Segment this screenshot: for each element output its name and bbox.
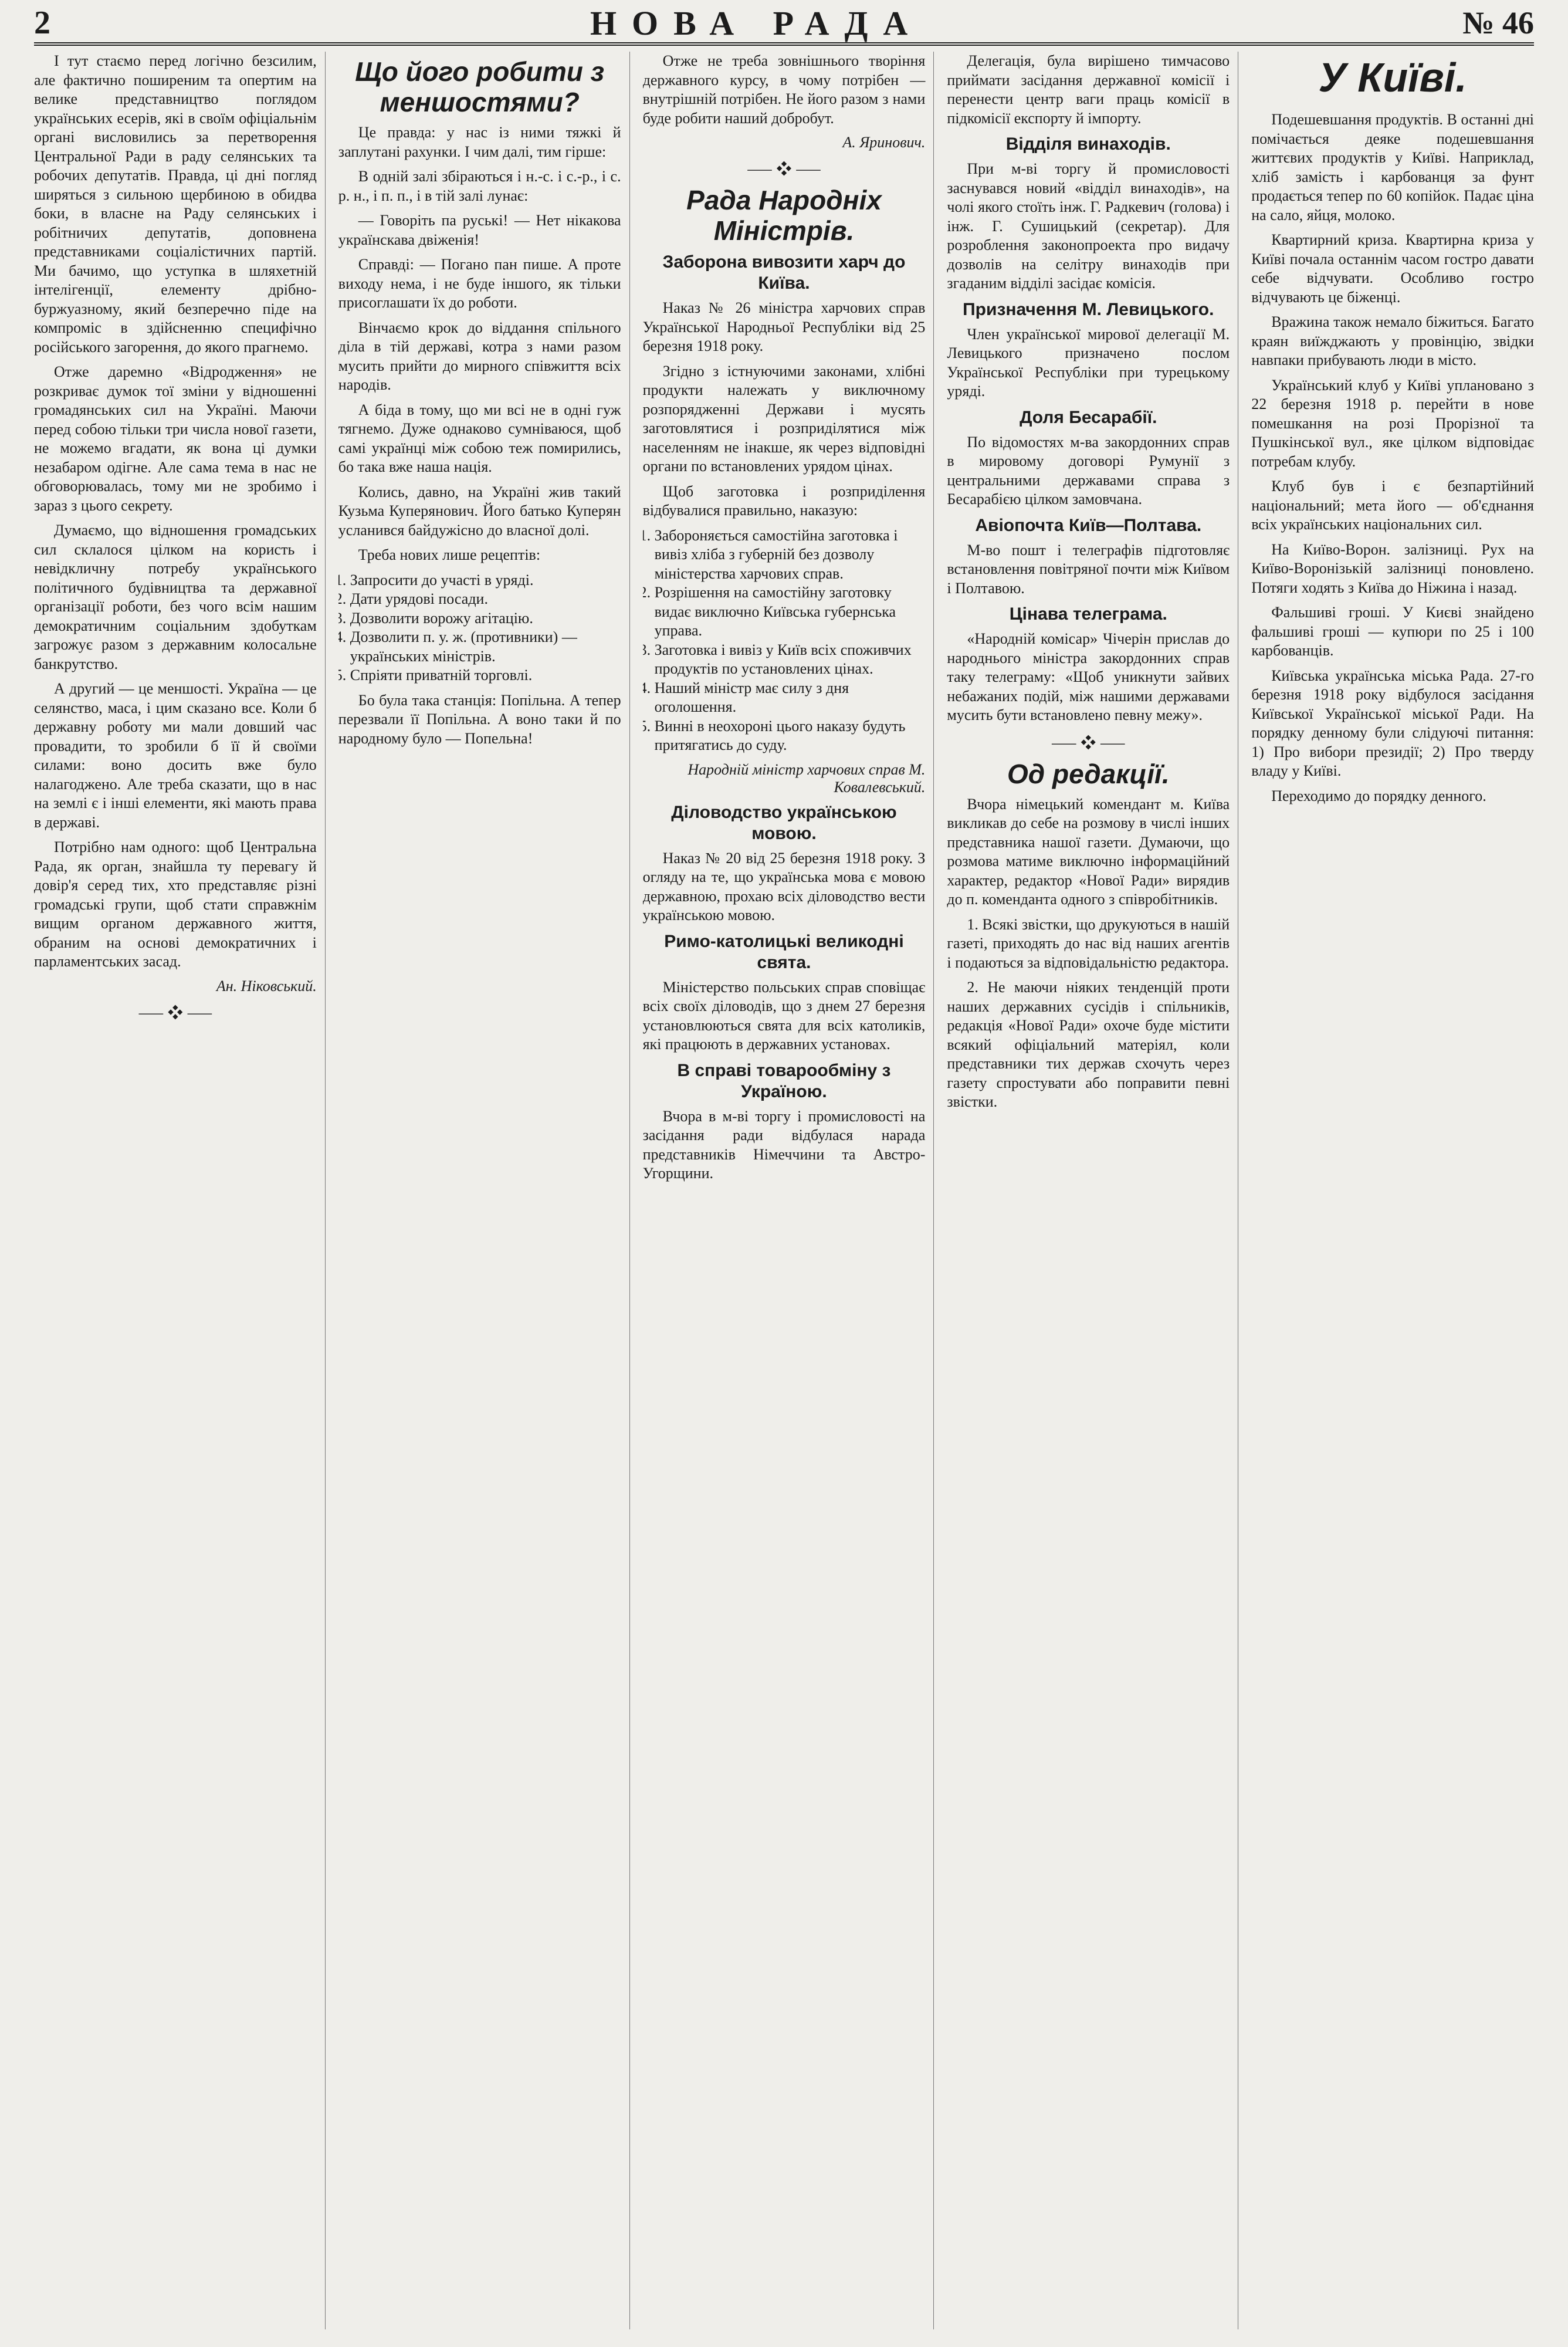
subheading: Цінава телеграма. [1009, 604, 1167, 624]
ornament: ⸺ ❖ ⸺ [1051, 734, 1126, 752]
section-heading: Рада Народніх Міністрів. [686, 185, 882, 246]
list-item: 4. Дозволити п. у. ж. (противники) — українських міністрів. [350, 628, 621, 666]
subheading: Римо-католицькі великодні свята. [664, 931, 904, 972]
paragraph: 2. Не маючи ніяких тенденцій проти наших державних сусідів і спільників, редакція «Нової Ради» охоче буде містити всякий офіціальний матеріял, коли представники тих держав схочуть через газету спростувати або поправити певні звістки. [947, 979, 1230, 1110]
issue-number: № 46 [1462, 5, 1534, 40]
paragraph: Щоб заготовка і розприділення відбувалися правильно, наказую: [642, 482, 926, 519]
paragraph: «Народній комісар» Чічерін прислав до народнього міністра закордонних справ таку телеграму: «Щоб уникнути зайвих небажаних подій, між нашими державами мусить бути встановлено певну межу». [947, 630, 1230, 723]
paragraph: Фальшиві гроші. У Києві знайдено фальшиві гроші — купюри по 25 і 100 карбованців. [1251, 604, 1534, 659]
paragraph: Колись, давно, на Україні жив такий Кузьма Куперянович. Його батько Куперян усланився байдужісно до власної долі. [338, 483, 621, 539]
article-signature: А. Яринович. [842, 134, 926, 151]
paragraph: Згідно з істнуючими законами, хлібні продукти належать у виключному розпорядженні Держави і мусять заготовлятися і розприділятися між населенням не інакше, як через відповідні органи по встановлених урядом цінах. [642, 362, 926, 475]
ornament: ⸺ ❖ ⸺ [747, 161, 821, 178]
column-5 [1251, 52, 1534, 2329]
numbered-list [655, 526, 926, 755]
list-item: 1. Запросити до участі в уряді. [350, 571, 621, 590]
paragraph: Квартирний криза. Квартирна криза у Київі почала останнім часом гостро давати себе відчувати. Особливо гостро відчувають це біженці. [1251, 231, 1534, 306]
paragraph: Член української мирової делегації М. Левицького призначено послом Української Республіки при турецькому уряді. [947, 325, 1230, 400]
paragraph: 1. Всякі звістки, що друкуються в нашій газеті, приходять до нас від наших агентів і подаються за відповідальністю редактора. [947, 915, 1230, 971]
article-signature: Народній міністр харчових справ М. Ковалевський. [688, 760, 926, 796]
paragraph: Вінчаємо крок до віддання спільного діла в тій державі, котра з нами разом мусить прийти до мирного співжиття всіх народів. [338, 319, 621, 393]
column-2 [338, 52, 630, 2329]
paragraph: В одній залі збіраються і н.-с. і с.-р., і с. р. н., і п. п., і в тій залі лунає: [338, 168, 621, 204]
paragraph: Київська українська міська Рада. 27-го березня 1918 року відбулося засідання Київської Української міської Ради. На порядку денному були слідуючі питання: 1) Про вибори президії; 2) Про тверду владу у Київі. [1251, 667, 1534, 779]
subheading: Авіопочта Київ—Полтава. [975, 515, 1202, 535]
column-4 [947, 52, 1238, 2329]
subheading: Призначення М. Левицького. [963, 299, 1214, 319]
column-1 [34, 52, 326, 2329]
list-item: 2. Розрішення на самостійну заготовку видає виключно Київська губернська управа. [655, 583, 926, 641]
paragraph: Міністерство польських справ сповіщає всіх своїх діловодів, що з днем 27 березня установлюються свята для всіх католиків, які працюють в державних установах. [642, 978, 926, 1053]
column-3 [643, 52, 934, 2329]
paragraph: Отже даремно «Відродження» не розкриває думок тої зміни у відношенні громадянських сил на Україні. Маючи перед собою тільки три числа нової газети, не можемо вгадати, як вона ці думки незабаром одігне. Але сама тема в нас не обговорювалась, тому ми не зробимо і зараз з цього секрету. [34, 363, 317, 514]
paragraph: Наказ № 26 міністра харчових справ Української Народньої Республіки від 25 березня 1918 року. [642, 299, 926, 354]
newspaper-title: НОВА РАДА [590, 4, 923, 42]
list-item: 4. Наший міністр має силу з дня оголошення. [655, 679, 926, 717]
paragraph: Вчора німецький комендант м. Київа викликав до себе на розмову в числі інших представника нашої газети. Думаючи, що розмова матиме виключно інформаційний характер, редактор «Нової Ради» вирядив до п. коменданта одного з співробітників. [947, 795, 1230, 908]
paragraph: По відомостях м-ва закордонних справ в мировому договорі Румунії з центральними державами справа з Бесарабією цілком замовчана. [947, 433, 1230, 508]
paragraph: Український клуб у Київі уплановано з 22 березня 1918 р. перейти в нове помешкання на розі Прорізної та Пушкінської вул., яке цілком відповідає потребам клубу. [1251, 376, 1534, 470]
list-title: Треба нових лише рецептів: [358, 546, 541, 563]
subheading: В справі товарообміну з Україною. [677, 1060, 891, 1101]
page-number: 2 [34, 5, 50, 41]
list-item: 3. Заготовка і вивіз у Київ всіх споживчих продуктів по установлених цінах. [655, 641, 926, 679]
masthead [34, 6, 1534, 40]
paragraph: Отже не треба зовнішнього творіння державного курсу, в чому потрібен — внутрішній потрібен. Не його разом з нами буде робити наший добробут. [642, 52, 926, 127]
paragraph: Вражина також немало біжиться. Багато краян виїжджають у провінцію, звідки навпаки прибувають люди в місто. [1251, 313, 1534, 368]
list-item: 3. Дозволити ворожу агітацію. [350, 609, 621, 628]
list-item: 5. Винні в неохороні цього наказу будуть притягатись до суду. [655, 717, 926, 755]
paragraph: Переходимо до порядку денного. [1271, 787, 1486, 804]
paragraph: Справді: — Погано пан пише. А проте виходу нема, і не буде іншого, як тільки присоглашати їх до роботи. [338, 256, 621, 311]
paragraph: Думаємо, що відношення громадських сил склалося цілком на користь і невідкличну потребу українського політичного будівництва та державної організації роботи, без чого всім нашим демократичним соціальним здобуткам загрожує разом з державним колосальне банкрутство. [34, 522, 317, 672]
paragraph: Подешевшання продуктів. В останні дні помічається деяке подешевшання життєвих продуктів у Київі. Наприклад, хліб замість і карбованця за фунт продається тепер по 60 копійок. Падає ціна на сало, яйця, молоко. [1251, 111, 1534, 224]
section-heading: Од редакції. [1007, 758, 1170, 789]
list-item: 1. Забороняється самостійна заготовка і вивіз хліба з губерній без дозволу міністерства харчових справ. [655, 526, 926, 584]
paragraph: А другий — це меншості. Україна — це селянство, маса, і цим сказано все. Коли б державну роботу ми мали довший час провадити, то зробили б її й своїми силами: воно досить вже було налагоджено. Але треба сказати, що в нас на землі є і інші елементи, які мають права в державі. [34, 680, 317, 831]
ornament: ⸺ ❖ ⸺ [138, 1004, 213, 1022]
paragraph: При м-ві торгу й промисловості заснувався новий «відділ винаходів», на чолі якого стоїть інж. Г. Радкевич (голова) і інж. Г. Сушицький (секретар). Для розроблення законопроекта про видачу дозволів на селітру винаходів при згаданим відділі засідає комісія. [947, 160, 1230, 292]
paragraph: На Київо-Ворон. залізниці. Рух на Київо-Воронізькій залізниці поновлено. Потяги ходять з Київа до Ніжина і назад. [1251, 540, 1534, 596]
list-item: 5. Спріяти приватній торговлі. [350, 666, 621, 685]
section-heading: У Київі. [1318, 55, 1467, 100]
masthead-rule [34, 42, 1534, 46]
paragraph: Делегація, була вирішено тимчасово приймати засідання державної комісії і перенести центр ваги праць комісії в підкомісії експорту й імпорту. [947, 52, 1230, 127]
paragraph: Потрібно нам одного: щоб Центральна Рада, як орган, знайшла ту перевагу й довір'я серед тих, хто представляє різні громадські групи, щоб стати справжнім вищим органом державного життя, обраним на основі демократичних і парламентських засад. [34, 838, 317, 970]
paragraph: Це правда: у нас із ними тяжкі й заплутані рахунки. І чим далі, тим гірше: [338, 124, 621, 160]
subheading: Доля Бесарабії. [1020, 407, 1157, 427]
paragraph: — Говоріть па руські! — Нет нікакова українскава двіженія! [338, 212, 621, 248]
list-item: 2. Дати урядові посади. [350, 590, 621, 609]
paragraph: М-во пошт і телеграфів підготовляє встановлення повітряної почти між Київом і Полтавою. [947, 541, 1230, 597]
subheading: Діловодство українською мовою. [671, 802, 897, 843]
subheading: Відділя винаходів. [1005, 134, 1171, 154]
paragraph: А біда в тому, що ми всі не в одні гуж тягнемо. Дуже однаково сумніваюся, щоб самі українці між собою теж помирились, бо така вже наша нація. [338, 401, 621, 475]
numbered-list [350, 571, 621, 685]
article-heading: Що його робити з меншостями? [355, 56, 605, 117]
paragraph: І тут стаємо перед логічно безсилим, але фактично поширеним та опертим на велике представництво поглядом українських есерів, які в своїм офіціальнім органі висловились за перетворення Центральної Ради в раду селянських та робочих депутатів. Правда, ці дні погляд ширяться з сильною щербиною в обидва боки, в власне на Раду селянських і робітничих депутатів, доповнена представниками соціалістичних партій. Ми бачимо, що уступка в шляхетній інтелігенції, елементу дрібно-буржуазному, який безперечно піде на компроміс в здійсненню специфічно російського загорення, до якого прагнемо. [34, 52, 317, 356]
paragraph: Наказ № 20 від 25 березня 1918 року. З огляду на те, що українська мова є мовою державною, прохаю всіх діловодство вести українською мовою. [642, 849, 926, 924]
paragraph: Бо була така станція: Попільна. А тепер перезвали її Попільна. А воно таки й по народному було — Попельна! [338, 691, 621, 747]
article-signature: Ан. Ніковський. [216, 977, 317, 995]
subheading: Заборона вивозити харч до Київа. [662, 252, 906, 293]
paragraph: Клуб був і є безпартійний національний; мета його — об'єднання всіх українських національних сил. [1251, 478, 1534, 533]
paragraph: Вчора в м-ві торгу і промисловості на засідання ради відбулася нарада представників Німеччини та Австро-Угорщини. [642, 1107, 926, 1182]
columns [34, 52, 1534, 2329]
